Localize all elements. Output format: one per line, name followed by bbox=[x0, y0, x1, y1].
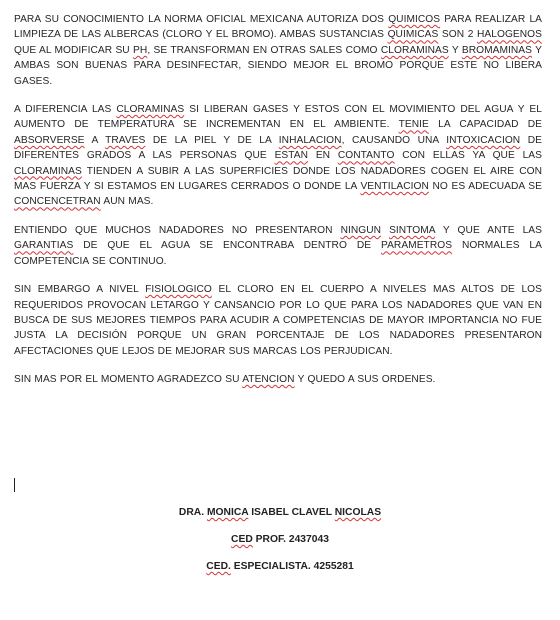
text-run: TIENDEN A SUBIR A LAS SUPERFICIES DONDE LOS NADADORES COGEN EL AIRE CON MAS FUERZA Y SI ESTAMOS EN LUGARES CERRADOS O DONDE LA bbox=[14, 165, 542, 193]
text-run: NORMALES LA COMPETENCIA SE CONTINUO. bbox=[14, 240, 542, 267]
paragraph-4[interactable] bbox=[14, 282, 542, 359]
ced-prof-label: CED bbox=[231, 534, 253, 545]
spellcheck-word: ESTAN bbox=[274, 150, 309, 162]
text-run: SIN MAS POR EL MOMENTO AGRADEZCO SU bbox=[14, 374, 243, 386]
text-run: ENTIENDO QUE MUCHOS NADADORES NO PRESENTARON bbox=[14, 224, 341, 236]
spellcheck-word: SINTOMA bbox=[389, 224, 436, 236]
text-run: PARA SU CONOCIMIENTO LA NORMA OFICIAL MEXICANA AUTORIZA DOS bbox=[14, 14, 389, 25]
text-run: LA CAPACIDAD DE bbox=[428, 119, 542, 131]
ced-esp-label: CED. bbox=[206, 561, 231, 572]
spellcheck-word: BROMAMINAS bbox=[461, 44, 532, 56]
text-run: SIN EMBARGO A NIVEL bbox=[14, 284, 146, 296]
ced-prof-number: PROF. 2437043 bbox=[252, 534, 329, 545]
text-run: CON ELLAS YA QUE LAS bbox=[394, 150, 542, 162]
signature-name[interactable] bbox=[0, 507, 560, 518]
text-run: QUE AL MODIFICAR SU bbox=[14, 44, 134, 56]
spellcheck-word: CLORAMINAS bbox=[116, 104, 185, 116]
spellcheck-word: CONTANTO bbox=[337, 150, 395, 162]
spellcheck-word: CLORAMINAS bbox=[14, 165, 82, 177]
text-run: EN bbox=[308, 150, 338, 162]
text-run: Y bbox=[448, 44, 462, 56]
text-run: A DIFERENCIA LAS bbox=[14, 104, 117, 116]
text-run: , SE TRANSFORMAN EN OTRAS SALES COMO bbox=[147, 44, 381, 56]
spellcheck-word: ATENCION bbox=[242, 374, 295, 386]
spellcheck-word: PARAMETROS bbox=[380, 240, 453, 252]
text-run: Y QUEDO A SUS ORDENES. bbox=[294, 374, 436, 386]
text-run: Y QUE ANTE LAS bbox=[435, 224, 543, 236]
spellcheck-word: NINGUN bbox=[340, 224, 382, 236]
text-run: SON 2 bbox=[438, 29, 477, 41]
ced-esp-number: ESPECIALISTA. 4255281 bbox=[230, 561, 354, 572]
text-run: DE QUE EL AGUA SE ENCONTRABA DENTRO DE bbox=[73, 240, 381, 252]
paragraph-1[interactable] bbox=[14, 12, 542, 89]
text-run: , CAUSANDO UNA bbox=[341, 134, 447, 146]
text-run: NO ES ADECUADA SE bbox=[428, 181, 542, 193]
text-run: DE LA PIEL Y DE LA bbox=[145, 134, 279, 146]
spellcheck-word: CLORAMINAS bbox=[380, 44, 449, 56]
spellcheck-word: INTOXICACION bbox=[446, 134, 521, 146]
text-run: PARA REALIZAR LA LIMPIEZA DE LAS ALBERCAS (CLORO Y EL BROMO). AMBAS SUSTANCIAS bbox=[14, 14, 543, 41]
text-run: SI LIBERAN GASES Y ESTOS CON EL MOVIMIENTO DEL AGUA Y EL AUMENTO DE TEMPERATURA SE INCREMENTAN EN EL AMBIENTE. bbox=[14, 104, 542, 131]
spellcheck-word: GARANTIAS bbox=[14, 240, 74, 252]
signature-name-prefix: DRA. bbox=[178, 507, 207, 518]
spellcheck-word: VENTILACION bbox=[360, 181, 429, 193]
text-run: EL CLORO EN EL CUERPO A NIVELES MAS ALTOS DE LOS REQUERIDOS PROVOCAN LETARGO Y CANSANCIO POR LO QUE PARA LOS NADADORES QUE VAN EN BUSCA DE SUS MEJORES TIEMPOS PARA ACUDIR A COMPETENCIAS DE MAYOR IMPORTANCIA NO FUE JUSTA LA DECISIÓN PORQUE UN GRAN PORCENTAJE DE LOS NADADORES PRESENTARON AFECTACIONES QUE LEJOS DE MEJORAR SUS MARCAS LOS PERJUDICAN. bbox=[14, 284, 542, 357]
spellcheck-word: TENIE bbox=[398, 119, 429, 131]
spellcheck-word: TRAVES bbox=[105, 134, 146, 146]
paragraph-2[interactable] bbox=[14, 102, 542, 210]
signature-name-middle: ISABEL CLAVEL bbox=[248, 507, 335, 518]
paragraph-5[interactable] bbox=[14, 372, 542, 387]
text-run: AUN MAS. bbox=[100, 196, 154, 208]
signature-name-part2: NICOLAS bbox=[334, 507, 382, 518]
spellcheck-word: FISIOLOGICO bbox=[145, 284, 212, 296]
spellcheck-word: QUIMICAS bbox=[387, 29, 439, 41]
spellcheck-word: PH bbox=[133, 44, 148, 56]
spellcheck-word: ABSORVERSE bbox=[14, 134, 85, 146]
text-run: Y AMBAS SON BUENAS PARA DESINFECTAR, SIENDO MEJOR EL BROMO PORQUE ESTE NO LIBERA GASES. bbox=[14, 44, 542, 87]
spellcheck-word: CONCENCETRAN bbox=[14, 196, 101, 208]
text-run bbox=[381, 225, 389, 236]
signature-ced-esp[interactable] bbox=[0, 561, 560, 572]
signature-name-part1: MONICA bbox=[206, 507, 249, 518]
spellcheck-word: INHALACION bbox=[278, 134, 342, 146]
text-run: A bbox=[84, 134, 106, 146]
signature-ced-prof[interactable] bbox=[0, 534, 560, 545]
spellcheck-word: QUIMICOS bbox=[388, 14, 441, 25]
spellcheck-word: HALOGENOS bbox=[477, 29, 542, 41]
paragraph-3[interactable] bbox=[14, 223, 542, 269]
text-cursor bbox=[14, 478, 15, 492]
text-run: DE DIFERENTES GRADOS A LAS PERSONAS QUE bbox=[14, 134, 542, 162]
